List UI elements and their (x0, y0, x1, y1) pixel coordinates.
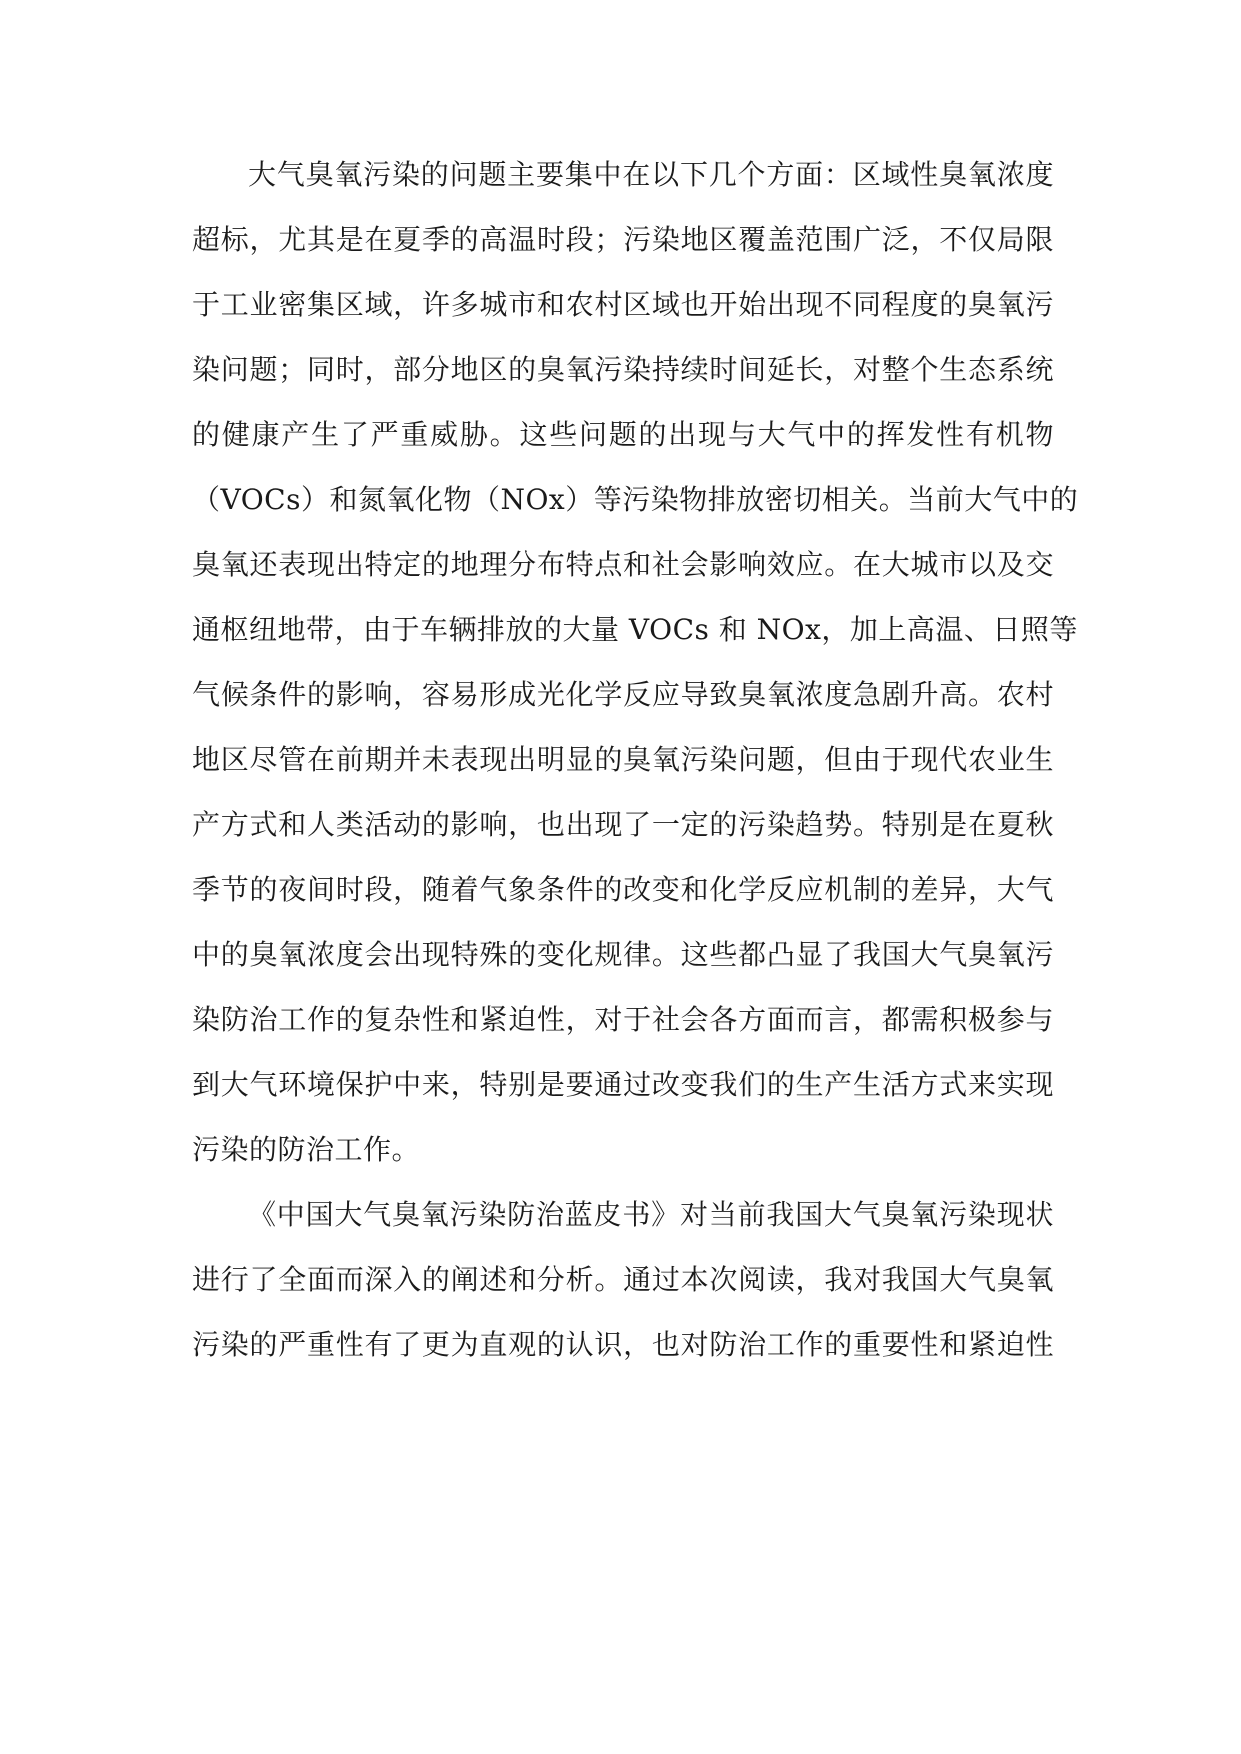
paragraph-1-line-1: 大气臭氧污染的问题主要集中在以下几个方面：区域性臭氧浓度 (248, 158, 1054, 191)
paragraph-2-line-1: 《中国大气臭氧污染防治蓝皮书》对当前我国大气臭氧污染现状 (248, 1198, 1054, 1231)
paragraph-1-line-10: 地区尽管在前期并未表现出明显的臭氧污染问题，但由于现代农业生 (192, 743, 1054, 776)
paragraph-1-line-2: 超标，尤其是在夏季的高温时段；污染地区覆盖范围广泛，不仅局限 (192, 223, 1054, 256)
paragraph-1-line-12: 季节的夜间时段，随着气象条件的改变和化学反应机制的差异，大气 (192, 873, 1054, 906)
paragraph-2-line-2: 进行了全面而深入的阐述和分析。通过本次阅读，我对我国大气臭氧 (192, 1263, 1054, 1296)
body-text (192, 148, 1079, 1383)
paragraph-1-line-5: 的健康产生了严重威胁。这些问题的出现与大气中的挥发性有机物 (192, 418, 1054, 451)
paragraph-1-line-11: 产方式和人类活动的影响，也出现了一定的污染趋势。特别是在夏秋 (192, 808, 1054, 841)
paragraph-1-line-3: 于工业密集区域，许多城市和农村区域也开始出现不同程度的臭氧污 (192, 288, 1054, 321)
paragraph-1-line-14: 染防治工作的复杂性和紧迫性，对于社会各方面而言，都需积极参与 (192, 1003, 1054, 1036)
paragraph-1-line-8: 通枢纽地带，由于车辆排放的大量 VOCs 和 NOx，加上高温、日照等 (192, 613, 1078, 646)
paragraph-1-line-15: 到大气环境保护中来，特别是要通过改变我们的生产生活方式来实现 (192, 1068, 1054, 1101)
paragraph-1-line-4: 染问题；同时，部分地区的臭氧污染持续时间延长，对整个生态系统 (192, 353, 1054, 386)
paragraph-1-line-16: 污染的防治工作。 (192, 1133, 421, 1166)
paragraph-1-line-9: 气候条件的影响，容易形成光化学反应导致臭氧浓度急剧升高。农村 (192, 678, 1054, 711)
paragraph-2-line-3: 污染的严重性有了更为直观的认识，也对防治工作的重要性和紧迫性 (192, 1328, 1054, 1361)
paragraph-1-line-7: 臭氧还表现出特定的地理分布特点和社会影响效应。在大城市以及交 (192, 548, 1054, 581)
paragraph-1-line-13: 中的臭氧浓度会出现特殊的变化规律。这些都凸显了我国大气臭氧污 (192, 938, 1054, 971)
paragraph-1-line-6: （VOCs）和氮氧化物（NOx）等污染物排放密切相关。当前大气中的 (192, 483, 1079, 516)
